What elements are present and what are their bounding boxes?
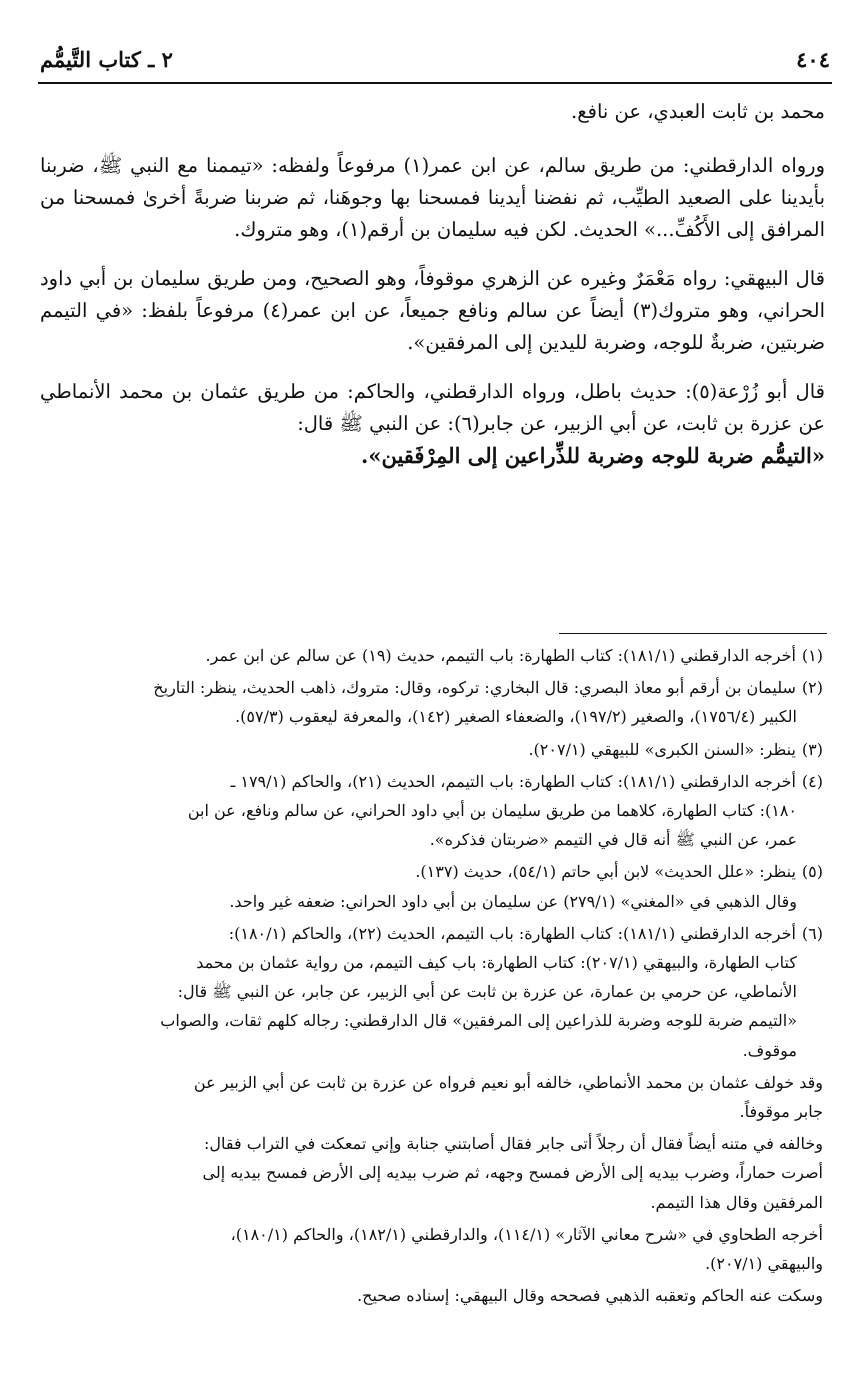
page-number: ٤٠٤: [796, 46, 830, 72]
footnote-line: عمر، عن النبي ﷺ أنه قال في التيمم «ضربتان فذكره».: [429, 830, 797, 850]
footnote-line: موقوف.: [742, 1040, 797, 1060]
header-rule: [38, 82, 832, 84]
footnote: [43, 767, 823, 855]
footnote: [43, 735, 823, 764]
footnote-line: وقال الذهبي في «المغني» (٢٧٩/١) عن سليمان بن أبي داود الحراني: ضعفه غير واحد.: [229, 891, 797, 911]
footnote-note-line: وسكت عنه الحاكم وتعقبه الذهبي فصححه وقال البيهقي: إسناده صحيح.: [357, 1286, 823, 1306]
paragraph: قال البيهقي: رواه مَعْمَرٌ وغيره عن الزهري موقوفاً، وهو الصحيح، ومن طريق سليمان بن أبي داود الحراني، وهو متروك(٣) أيضاً عن سالم ونافع جميعاً، عن ابن عمر(٤) مرفوعاً بلفظ: «في التيمم ضربتين، ضربةٌ للوجه، وضربة لليدين إلى المرفقين».: [40, 267, 825, 354]
chapter-title: ٢ ـ كتاب التَّيمُّم: [40, 46, 173, 72]
footnote-line: كتاب الطهارة، والبيهقي (٢٠٧/١): كتاب الطهارة: باب كيف التيمم، من رواية عثمان بن محمد: [196, 953, 797, 973]
footnote-line: أخرجه الدارقطني (١٨١/١): كتاب الطهارة: باب التيمم، الحديث (٢٢)، والحاكم (١٨٠/١):: [228, 923, 796, 943]
footnotes: [43, 641, 823, 1310]
footnote-note-line: جابر موقوفاً.: [739, 1102, 823, 1122]
footnote-note-line: أخرجه الطحاوي في «شرح معاني الآثار» (١١٤/١)، والدارقطني (١٨٢/١)، والحاكم (١٨٠/١)،: [230, 1224, 823, 1244]
footnote-number: (١): [801, 646, 823, 665]
footnote-line: ينظر: «السنن الكبرى» للبيهقي (٢٠٧/١).: [528, 739, 796, 759]
footnote-line: ينظر: «علل الحديث» لابن أبي حاتم (٥٤/١)، حديث (١٣٧).: [415, 862, 796, 882]
footnote-line: أخرجه الدارقطني (١٨١/١): كتاب الطهارة: باب التيمم، الحديث (٢١)، والحاكم (١٧٩/١ ـ: [230, 771, 796, 791]
paragraph: قال أبو زُرْعة(٥): حديث باطل، ورواه الدارقطني، والحاكم: من طريق عثمان بن محمد الأنماطي عن عزرة بن ثابت، عن أبي الزبير، عن جابر(٦): عن النبي ﷺ قال:: [40, 380, 825, 435]
footnote-number: (٦): [801, 923, 823, 943]
footnote-number: (٣): [801, 739, 823, 759]
footnote-note-line: وقد خولف عثمان بن محمد الأنماطي، خالفه أبو نعيم فرواه عن عزرة بن ثابت عن أبي الزبير عن: [193, 1072, 823, 1092]
paragraph: ورواه الدارقطني: من طريق سالم، عن ابن عمر(١) مرفوعاً ولفظه: «تيممنا مع النبي ﷺ، ضربنا بأيدينا على الصعيد الطيِّب، ثم نفضنا أيدينا فمسحنا بها وجوهَنا، ثم ضربنا ضربةً أخرىٰ فمسحنا من المرافق إلى الأَكُفِّ...» الحديث. لكن فيه سليمان بن أرقم(١)، وهو متروك.: [40, 154, 825, 241]
page-header: [40, 42, 830, 76]
footnote-note-line: أصرت حماراً، وضرب بيديه إلى الأرض فمسح وجهه، ثم ضرب بيديه إلى الأرض فمسح بيديه إلى: [202, 1163, 823, 1183]
footnote-line: سليمان بن أرقم أبو معاذ البصري: قال البخاري: تركوه، وقال: متروك، ذاهب الحديث، ينظر: التاريخ: [153, 678, 796, 698]
footnote-number: (٥): [801, 862, 823, 882]
footnote: [43, 919, 823, 1065]
footnote-note-line: وخالفه في متنه أيضاً فقال أن رجلاً أتى جابر فقال أصابتني جنابة وإني تمعكت في التراب فقال:: [204, 1134, 823, 1154]
footnote: [43, 673, 823, 731]
footnote: [43, 857, 823, 915]
footnote-line: ١٨٠): كتاب الطهارة، كلاهما من طريق سليمان بن أبي داود الحراني، عن سالم ونافع، عن ابن: [187, 801, 797, 821]
paragraph: محمد بن ثابت العبدي، عن نافع.: [571, 100, 825, 123]
footnote-number: (٤): [801, 771, 823, 791]
footnote-line: «التيمم ضربة للوجه وضربة للذراعين إلى المرفقين» قال الدارقطني: رجاله كلهم ثقات، والصواب: [160, 1011, 797, 1031]
footnote-line: الكبير (١٧٥٦/٤)، والصغير (١٩٧/٢)، والضعفاء الصغير (١٤٢)، والمعرفة ليعقوب (٥٧/٣).: [235, 707, 797, 727]
footnote-line: أخرجه الدارقطني (١٨١/١): كتاب الطهارة: باب التيمم، حديث (١٩) عن سالم عن ابن عمر.: [205, 646, 796, 665]
footnote-note-line: المرفقين وقال هذا التيمم.: [650, 1192, 823, 1212]
main-text: [40, 96, 825, 489]
hadith-quote: «التيمُّم ضربة للوجه وضربة للذِّراعين إلى المِرْفَقين».: [361, 443, 825, 468]
footnote-line: الأنماطي، عن حرمي بن عمارة، عن عزرة بن ثابت عن أبي الزبير، عن جابر، عن النبي ﷺ قال:: [177, 982, 797, 1002]
footnote-separator: [559, 633, 827, 634]
footnote: [43, 641, 823, 670]
footnote-number: (٢): [801, 678, 823, 698]
footnote-note-line: والبيهقي (٢٠٧/١).: [705, 1254, 823, 1274]
